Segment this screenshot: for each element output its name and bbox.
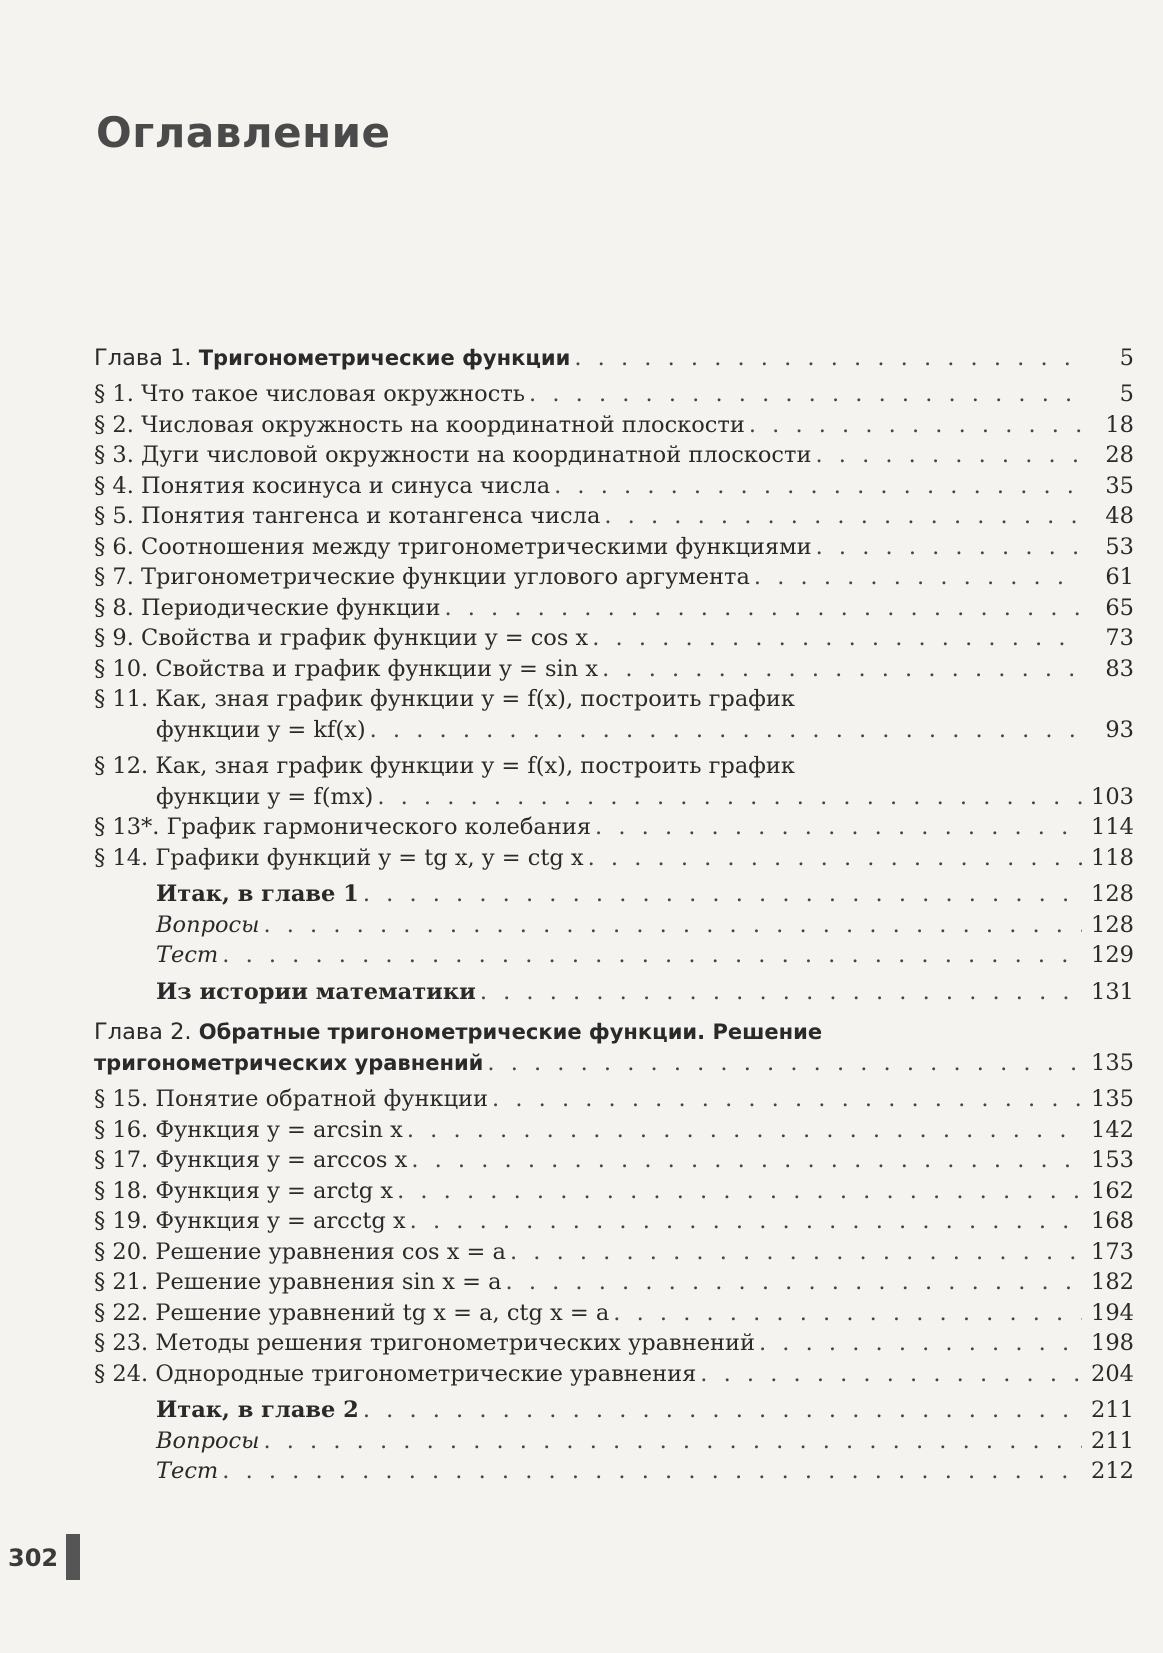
- leader-dots: [363, 1395, 1082, 1425]
- section-12-line1[interactable]: § 12. Как, зная график функции y = f(x), построить график: [94, 752, 795, 779]
- section-label: § 9. Свойства и график функции y = cos x: [94, 625, 589, 651]
- section-page: 53: [1105, 533, 1134, 560]
- section-page: 65: [1105, 594, 1134, 621]
- section-entry[interactable]: [94, 440, 1134, 471]
- chapter-2-summary-page: 211: [1091, 1397, 1134, 1423]
- leader-dots: [574, 343, 1082, 373]
- chapter-2-sections: [94, 1084, 1134, 1389]
- chapter-1-heading[interactable]: [94, 342, 1134, 373]
- section-11-line1[interactable]: § 11. Как, зная график функции y = f(x), построить график: [94, 685, 795, 712]
- section-entry[interactable]: [94, 653, 1134, 684]
- section-label: § 6. Соотношения между тригонометрическими функциями: [94, 533, 812, 560]
- leader-dots: [492, 1084, 1082, 1114]
- section-entry[interactable]: [94, 1206, 1134, 1237]
- section-entry[interactable]: [94, 1114, 1134, 1145]
- section-14-label: § 14. Графики функций y = tg x, y = ctg x: [94, 844, 584, 871]
- leader-dots: [816, 532, 1082, 562]
- section-page: 198: [1091, 1330, 1134, 1356]
- chapter-1-test-label: Тест: [156, 942, 219, 968]
- section-page: 28: [1105, 442, 1134, 468]
- leader-dots: [759, 1328, 1082, 1358]
- leader-dots: [749, 410, 1082, 440]
- leader-dots: [487, 1048, 1082, 1078]
- section-label: § 16. Функция y = arcsin x: [94, 1116, 403, 1143]
- chapter-2-test-label: Тест: [156, 1458, 219, 1484]
- section-12-page: 103: [1091, 783, 1134, 810]
- chapter-1-title: Тригонометрические функции: [198, 345, 571, 370]
- section-11-line2: функции y = kf(x): [156, 716, 366, 743]
- section-12-line2: функции y = f(mx): [156, 783, 374, 810]
- chapter-2-page: 135: [1091, 1049, 1134, 1076]
- section-entry[interactable]: [94, 1328, 1134, 1359]
- section-entry[interactable]: [94, 1175, 1134, 1206]
- leader-dots: [377, 782, 1082, 812]
- leader-dots: [397, 1176, 1082, 1206]
- section-13-page: 114: [1091, 814, 1134, 840]
- leader-dots: [506, 1267, 1082, 1297]
- chapter-2-questions-page: 211: [1091, 1427, 1134, 1454]
- section-label: § 19. Функция y = arcctg x: [94, 1208, 406, 1234]
- section-entry[interactable]: [94, 1297, 1134, 1328]
- page-edge-bar: [66, 1534, 80, 1580]
- section-page: 153: [1091, 1147, 1134, 1173]
- section-page: 135: [1091, 1086, 1134, 1112]
- section-page: 142: [1091, 1116, 1134, 1143]
- section-entry[interactable]: [94, 1084, 1134, 1115]
- chapter-2-prefix: Глава 2.: [94, 1018, 199, 1045]
- section-entry[interactable]: [94, 1267, 1134, 1298]
- table-of-contents: [94, 342, 1134, 1486]
- chapter-2-summary[interactable]: [94, 1395, 1134, 1426]
- section-page: 194: [1091, 1299, 1134, 1326]
- leader-dots: [554, 471, 1082, 501]
- section-page: 83: [1105, 655, 1134, 682]
- leader-dots: [613, 1298, 1082, 1328]
- chapter-1-questions-page: 128: [1091, 911, 1134, 938]
- chapter-2-questions-label: Вопросы: [156, 1427, 260, 1454]
- chapter-1-sections: [94, 379, 1134, 684]
- section-page: 182: [1091, 1269, 1134, 1295]
- section-label: § 15. Понятие обратной функции: [94, 1086, 489, 1112]
- section-14-page: 118: [1091, 844, 1134, 871]
- chapter-1-summary-page: 128: [1091, 881, 1134, 907]
- section-14[interactable]: [94, 842, 1134, 873]
- leader-dots: [444, 593, 1082, 623]
- chapter-2-summary-label: Итак, в главе 2: [156, 1397, 359, 1423]
- chapter-2-heading-line1[interactable]: [94, 1017, 1134, 1048]
- leader-dots: [411, 1145, 1082, 1175]
- section-label: § 7. Тригонометрические функции углового аргумента: [94, 564, 750, 590]
- section-label: § 4. Понятия косинуса и синуса числа: [94, 472, 551, 499]
- leader-dots: [263, 910, 1082, 940]
- section-page: 35: [1105, 472, 1134, 499]
- section-label: § 10. Свойства и график функции y = sin x: [94, 655, 599, 682]
- leader-dots: [754, 562, 1082, 592]
- chapter-2-test-page: 212: [1091, 1458, 1134, 1484]
- section-page: 162: [1091, 1177, 1134, 1204]
- leader-dots: [815, 440, 1082, 470]
- section-11[interactable]: [94, 714, 1134, 745]
- section-entry[interactable]: [94, 379, 1134, 410]
- section-entry[interactable]: [94, 623, 1134, 654]
- section-label: § 20. Решение уравнения cos x = a: [94, 1238, 506, 1265]
- section-13-label: § 13*. График гармонического колебания: [94, 814, 592, 840]
- section-page: 5: [1119, 381, 1134, 407]
- section-entry[interactable]: [94, 470, 1134, 501]
- chapter-2-test[interactable]: [94, 1456, 1134, 1487]
- page-title: Оглавление: [96, 108, 391, 157]
- section-11-page: 93: [1105, 716, 1134, 743]
- page-number: 302: [0, 1534, 66, 1580]
- leader-dots: [407, 1115, 1082, 1145]
- leader-dots: [592, 623, 1082, 653]
- section-page: 173: [1091, 1238, 1134, 1265]
- chapter-2-questions[interactable]: [94, 1425, 1134, 1456]
- section-label: § 21. Решение уравнения sin x = a: [94, 1269, 502, 1295]
- chapter-1-summary[interactable]: [94, 879, 1134, 910]
- leader-dots: [222, 940, 1082, 970]
- leader-dots: [529, 379, 1082, 409]
- section-entry[interactable]: [94, 1145, 1134, 1176]
- section-page: 18: [1105, 411, 1134, 438]
- chapter-1-questions[interactable]: [94, 909, 1134, 940]
- leader-dots: [370, 715, 1082, 745]
- page-footer: [0, 1534, 80, 1580]
- section-entry[interactable]: [94, 531, 1134, 562]
- chapter-2-title-line1: Обратные тригонометрические функции. Решение: [198, 1019, 823, 1044]
- leader-dots: [222, 1456, 1082, 1486]
- section-page: 73: [1105, 625, 1134, 651]
- section-label: § 23. Методы решения тригонометрических уравнений: [94, 1330, 755, 1356]
- chapter-1-page: 5: [1119, 344, 1134, 371]
- section-label: § 17. Функция y = arccos x: [94, 1147, 408, 1173]
- section-page: 168: [1091, 1208, 1134, 1234]
- leader-dots: [363, 879, 1082, 909]
- section-label: § 8. Периодические функции: [94, 594, 441, 621]
- chapter-1-summary-label: Итак, в главе 1: [156, 881, 359, 907]
- chapter-1-questions-label: Вопросы: [156, 911, 260, 938]
- chapter-1-test[interactable]: [94, 940, 1134, 971]
- chapter-1-history-label: Из истории математики: [156, 978, 476, 1005]
- leader-dots: [595, 812, 1082, 842]
- section-12[interactable]: [94, 781, 1134, 812]
- section-label: § 1. Что такое числовая окружность: [94, 381, 526, 407]
- section-page: 204: [1091, 1360, 1134, 1387]
- section-label: § 3. Дуги числовой окружности на координатной плоскости: [94, 442, 812, 468]
- section-label: § 24. Однородные тригонометрические уравнения: [94, 1360, 697, 1387]
- chapter-1-history-page: 131: [1091, 978, 1134, 1005]
- leader-dots: [700, 1359, 1082, 1389]
- leader-dots: [588, 843, 1082, 873]
- section-label: § 5. Понятия тангенса и котангенса числа: [94, 503, 601, 529]
- chapter-2-heading[interactable]: [94, 1047, 1134, 1078]
- chapter-1-prefix: Глава 1.: [94, 344, 199, 371]
- section-page: 48: [1105, 503, 1134, 529]
- section-entry[interactable]: [94, 501, 1134, 532]
- leader-dots: [510, 1237, 1082, 1267]
- chapter-1-history[interactable]: [94, 976, 1134, 1007]
- chapter-2-title-line2: тригонометрических уравнений: [94, 1050, 484, 1075]
- section-entry[interactable]: [94, 592, 1134, 623]
- section-label: § 22. Решение уравнений tg x = a, ctg x = a: [94, 1299, 610, 1326]
- leader-dots: [602, 654, 1082, 684]
- section-label: § 2. Числовая окружность на координатной плоскости: [94, 411, 745, 438]
- section-entry[interactable]: [94, 409, 1134, 440]
- leader-dots: [263, 1426, 1082, 1456]
- section-label: § 18. Функция y = arctg x: [94, 1177, 394, 1204]
- section-entry[interactable]: [94, 1358, 1134, 1389]
- leader-dots: [480, 977, 1082, 1007]
- leader-dots: [410, 1206, 1082, 1236]
- section-page: 61: [1105, 564, 1134, 590]
- chapter-1-test-page: 129: [1091, 942, 1134, 968]
- leader-dots: [604, 501, 1082, 531]
- section-13[interactable]: [94, 812, 1134, 843]
- section-entry[interactable]: [94, 562, 1134, 593]
- section-entry[interactable]: [94, 1236, 1134, 1267]
